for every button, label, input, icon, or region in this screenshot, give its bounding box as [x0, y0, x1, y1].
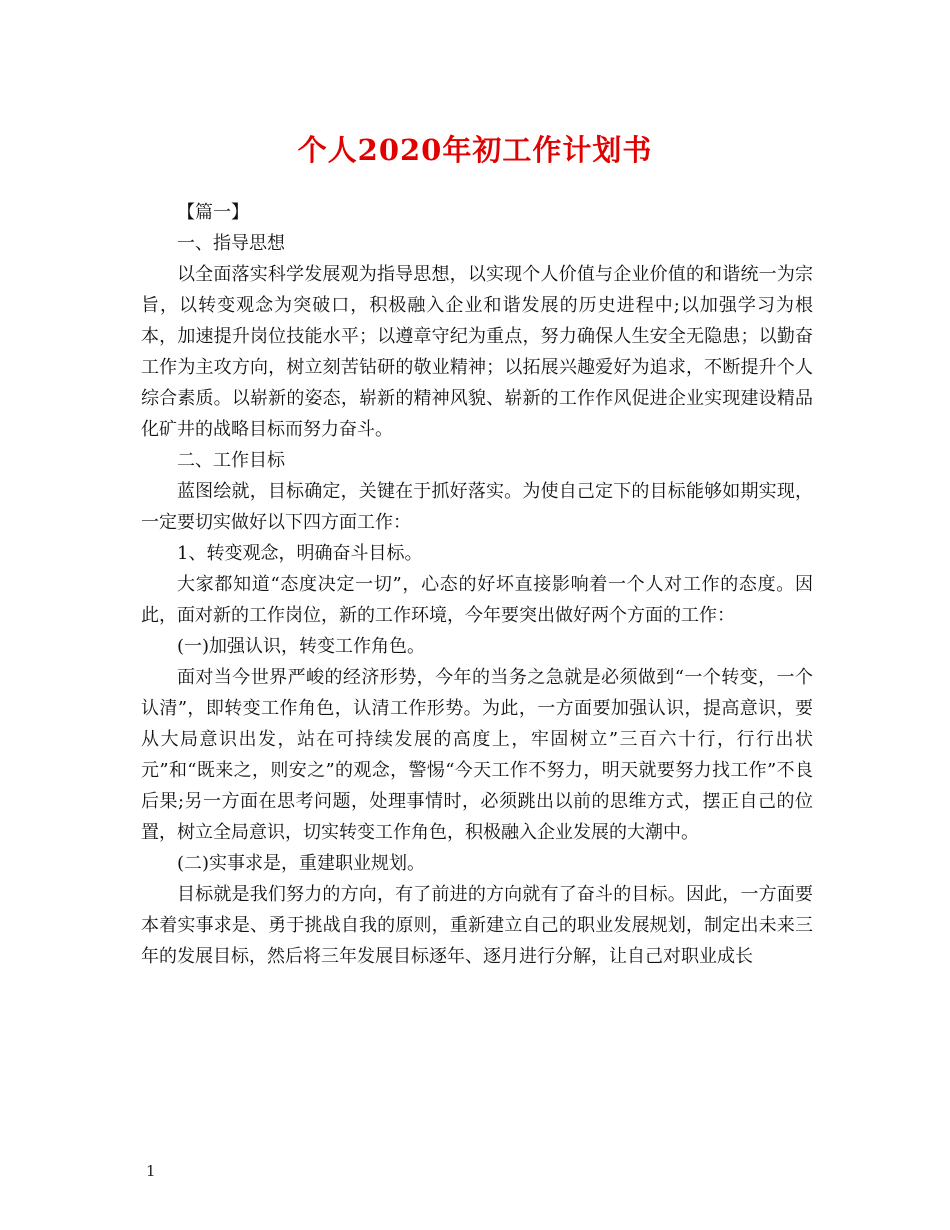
- paragraph-guiding-thought: 以全面落实科学发展观为指导思想，以实现个人价值与企业价值的和谐统一为宗旨，以转变观念为突破口，积极融入企业和谐发展的历史进程中;以加强学习为根本，加速提升岗位技能水平；以遵章守纪为重点，努力确保人生安全无隐患；以勤奋工作为主攻方向，树立刻苦钻研的敬业精神；以拓展兴趣爱好为追求，不断提升个人综合素质。以崭新的姿态，崭新的精神风貌、崭新的工作作风促进企业实现建设精品化矿井的战略目标而努力奋斗。: [141, 264, 813, 440]
- page-number: 1: [146, 1162, 156, 1180]
- subheading-change-concept: 1、转变观念，明确奋斗目标。: [177, 543, 423, 564]
- section-label: 【篇一】: [177, 202, 249, 223]
- subheading-career-plan: (二)实事求是，重建职业规划。: [177, 853, 426, 874]
- paragraph-attitude: 大家都知道“态度决定一切”，心态的好坏直接影响着一个人对工作的态度。因此，面对新的工作岗位，新的工作环境，今年要突出做好两个方面的工作：: [141, 574, 813, 626]
- heading-guiding-thought: 一、指导思想: [177, 233, 285, 254]
- subheading-strengthen-awareness: (一)加强认识，转变工作角色。: [177, 636, 426, 657]
- paragraph-economic-situation: 面对当今世界严峻的经济形势，今年的当务之急就是必须做到“一个转变，一个认清”，即转变工作角色，认清工作形势。为此，一方面要加强认识，提高意识，要从大局意识出发，站在可持续发展的高度上，牢固树立”三百六十行，行行出状元”和“既来之，则安之”的观念，警惕“今天工作不努力，明天就要努力找工作”不良后果;另一方面在思考问题，处理事情时，必须跳出以前的思维方式，摆正自己的位置，树立全局意识，切实转变工作角色，积极融入企业发展的大潮中。: [141, 667, 813, 843]
- paragraph-goals-direction: 目标就是我们努力的方向，有了前进的方向就有了奋斗的目标。因此，一方面要本着实事求是、勇于挑战自我的原则，重新建立自己的职业发展规划，制定出未来三年的发展目标，然后将三年发展目标逐年、逐月进行分解，让自己对职业成长: [141, 884, 813, 967]
- heading-work-goals: 二、工作目标: [177, 450, 285, 471]
- document-title: 个人2020年初工作计划书: [297, 133, 653, 167]
- document-body: [141, 197, 813, 972]
- paragraph-work-goals: 蓝图绘就，目标确定，关键在于抓好落实。为使自己定下的目标能够如期实现，一定要切实做好以下四方面工作：: [141, 481, 813, 533]
